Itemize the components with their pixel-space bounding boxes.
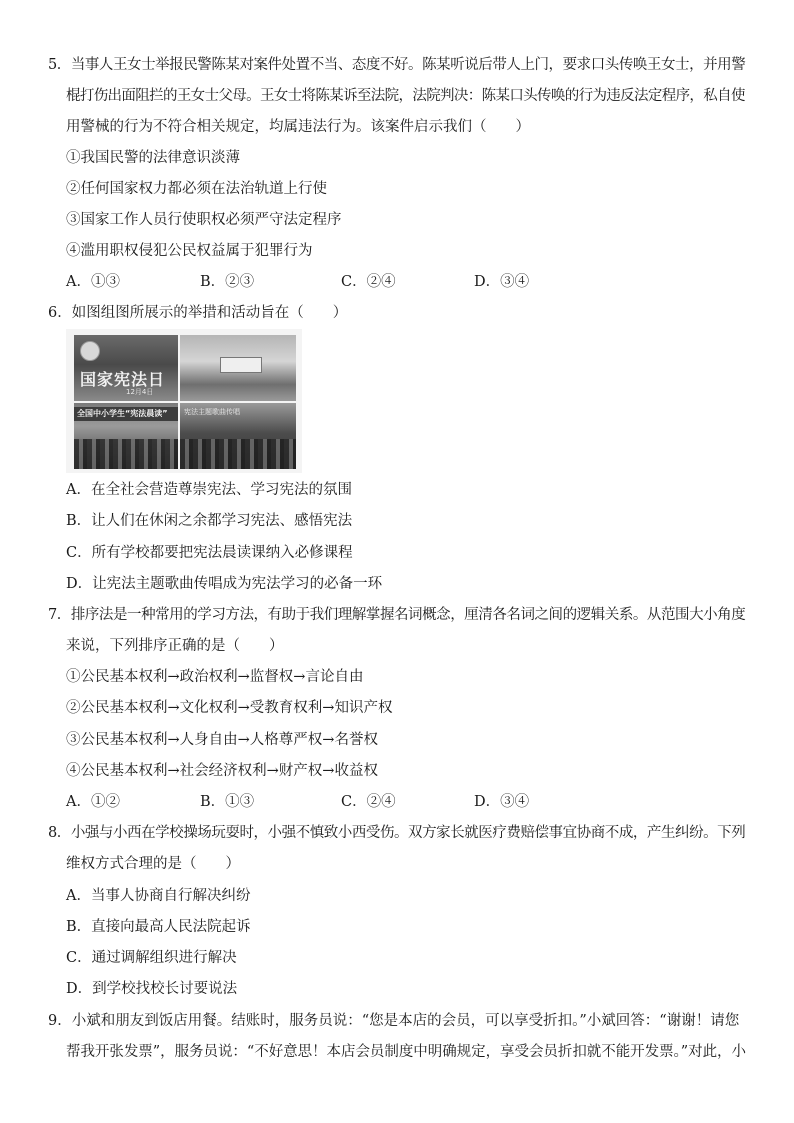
q6-option-b[interactable]: B．让人们在休闲之余都学习宪法、感悟宪法 [66,513,353,529]
q7-option-d[interactable]: D．③④ [474,794,530,810]
q6-option-a[interactable]: A．在全社会营造尊崇宪法、学习宪法的氛围 [66,482,352,498]
photo-song-performance [180,403,296,469]
q6-option-c[interactable]: C．所有学校都要把宪法晨读课纳入必修课程 [66,545,353,561]
q5-stem-line-1: 5．当事人王女士举报民警陈某对案件处置不当、态度不好。陈某听说后带人上门，要求口头传唤王女士，并用警 [48,57,746,73]
q5-item-3: ③国家工作人员行使职权必须严守法定程序 [66,212,342,228]
q5-stem-line-2: 棍打伤出面阻拦的王女士父母。王女士将陈某诉至法院，法院判决：陈某口头传唤的行为违反法定程序，私自使 [66,88,745,104]
photo-national-constitution-day [74,335,178,401]
q5-stem-line-3: 用警械的行为不符合相关规定，均属违法行为。该案件启示我们（ ） [66,119,530,135]
q8-option-b[interactable]: B．直接向最高人民法院起诉 [66,919,251,935]
q5-option-a[interactable]: A．①③ [66,274,120,290]
q8-option-c[interactable]: C．通过调解组织进行解决 [66,950,237,966]
choir-crowd [180,439,296,469]
constitution-day-photo-collage [66,329,302,473]
photo-constitution-monument [180,335,296,401]
q8-stem-line-1: 8．小强与小西在学校操场玩耍时，小强不慎致小西受伤。双方家长就医疗费赔偿事宜协商不成，产生纠纷。下列 [48,825,746,841]
q5-item-1: ①我国民警的法律意识淡薄 [66,150,240,166]
q5-option-b[interactable]: B．②③ [200,274,255,290]
q7-stem-line-1: 7．排序法是一种常用的学习方法，有助于我们理解掌握名词概念，厘清各名词之间的逻辑关系。从范围大小角度 [48,607,746,623]
q5-option-c[interactable]: C．②④ [341,274,396,290]
q7-item-1: ①公民基本权利→政治权利→监督权→言论自由 [66,669,364,685]
q8-option-a[interactable]: A．当事人协商自行解决纠纷 [66,888,251,904]
q9-stem-line-1: 9．小斌和朋友到饭店用餐。结账时，服务员说：“您是本店的会员，可以享受折扣。”小斌回答：“谢谢！请您 [48,1013,740,1029]
photo-caption: 宪法主题歌曲传唱 [184,408,240,416]
q7-item-2: ②公民基本权利→文化权利→受教育权利→知识产权 [66,700,393,716]
q7-option-b[interactable]: B．①③ [200,794,255,810]
q7-option-c[interactable]: C．②④ [341,794,396,810]
q7-stem-line-2: 来说，下列排序正确的是（ ） [66,638,284,654]
q7-item-4: ④公民基本权利→社会经济权利→财产权→收益权 [66,763,378,779]
monument-sign [220,357,262,373]
photo-banner: 全国中小学生“宪法晨读” [74,407,178,421]
photo-date: 12月4日 [126,388,154,396]
q8-option-d[interactable]: D．到学校找校长讨要说法 [66,981,238,997]
q8-stem-line-2: 维权方式合理的是（ ） [66,856,240,872]
q6-stem: 6．如图组图所展示的举措和活动旨在（ ） [48,305,348,321]
q7-option-a[interactable]: A．①② [66,794,120,810]
q9-stem-line-2: 帮我开张发票”，服务员说：“不好意思！本店会员制度中明确规定，享受会员折扣就不能开发票。”对此，小 [66,1044,746,1060]
q6-option-d[interactable]: D．让宪法主题歌曲传唱成为宪法学习的必备一环 [66,576,383,592]
q5-option-d[interactable]: D．③④ [474,274,530,290]
q5-item-4: ④滥用职权侵犯公民权益属于犯罪行为 [66,243,313,259]
photo-title: 国家宪法日 [80,370,166,389]
q5-item-2: ②任何国家权力都必须在法治轨道上行使 [66,181,327,197]
students-crowd [74,439,178,469]
q7-item-3: ③公民基本权利→人身自由→人格尊严权→名誉权 [66,732,378,748]
national-emblem-icon [80,341,100,361]
photo-student-morning-reading [74,403,178,469]
